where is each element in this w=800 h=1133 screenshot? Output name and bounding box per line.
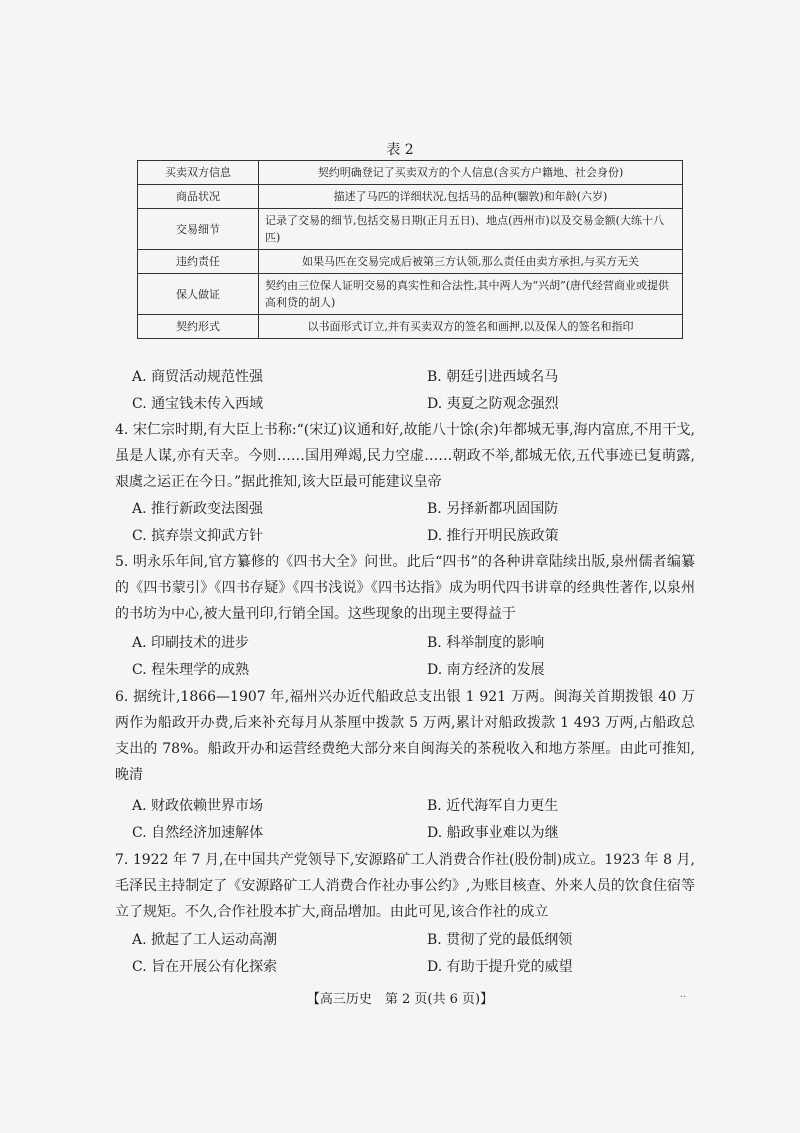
option-d: D. 南方经济的发展 xyxy=(427,662,545,678)
contract-table xyxy=(137,160,683,339)
q3-options-row-2 xyxy=(132,393,692,413)
option-c: C. 旨在开展公有化探索 xyxy=(132,959,278,975)
option-d: D. 夷夏之防观念强烈 xyxy=(427,396,559,412)
option-c: C. 通宝钱未传入西域 xyxy=(132,396,264,412)
table-title: 表 2 xyxy=(386,142,414,158)
page-footer: 【高三历史 第 2 页(共 6 页)】 xyxy=(306,992,494,1007)
q3-options-row-1 xyxy=(132,366,692,386)
row-key: 违约责任 xyxy=(138,250,259,274)
option-b: B. 近代海军自力更生 xyxy=(427,798,559,814)
option-b: B. 朝廷引进西域名马 xyxy=(427,369,559,385)
corner-mark: ·· xyxy=(680,992,687,1003)
option-a: A. 推行新政变法图强 xyxy=(132,501,264,517)
q5-options-row-2 xyxy=(132,659,692,679)
option-c: C. 摈弃崇文抑武方针 xyxy=(132,528,264,544)
option-b: B. 贯彻了党的最低纲领 xyxy=(427,932,573,948)
table-row xyxy=(138,315,683,339)
row-value: 描述了马匹的详细状况,包括马的品种(騮敦)和年龄(六岁) xyxy=(259,185,683,209)
row-key: 买卖双方信息 xyxy=(138,161,259,185)
option-c: C. 自然经济加速解体 xyxy=(132,825,264,841)
table-row xyxy=(138,250,683,274)
row-key: 保人做证 xyxy=(138,274,259,315)
option-d: D. 有助于提升党的威望 xyxy=(427,959,573,975)
q6-options-row-2 xyxy=(132,822,692,842)
row-key: 交易细节 xyxy=(138,209,259,250)
option-d: D. 推行开明民族政策 xyxy=(427,528,559,544)
option-a: A. 商贸活动规范性强 xyxy=(132,369,264,385)
option-d: D. 船政事业难以为继 xyxy=(427,825,559,841)
question-4-stem: 4. 宋仁宗时期,有大臣上书称:“(宋辽)议通和好,故能八十馀(余)年都城无事,海内富庶,不用干戈,虽是人谋,亦有天幸。今则……国用殚竭,民力空虚……朝政不举,都城无依,五代事迹已复萌露,艰虞之运正在今日。”据此推知,该大臣最可能建议皇帝 xyxy=(115,422,695,490)
question-6-stem: 6. 据统计,1866—1907 年,福州兴办近代船政总支出银 1 921 万两。闽海关首期拨银 40 万两作为船政开办费,后来补充每月从茶厘中拨款 5 万两,累计对船政拨款 1 493 万两,占船政总支出的 78%。船政开办和运营经费绝大部分来自闽海关的茶税收入和地方茶厘。由此可推知,晚清 xyxy=(115,689,695,783)
table-row xyxy=(138,209,683,250)
q6-options-row-1 xyxy=(132,795,692,815)
q7-options-row-2 xyxy=(132,956,692,976)
option-c: C. 程朱理学的成熟 xyxy=(132,662,250,678)
q7-options-row-1 xyxy=(132,929,692,949)
row-value: 如果马匹在交易完成后被第三方认领,那么责任由卖方承担,与买方无关 xyxy=(259,250,683,274)
row-value: 契约由三位保人证明交易的真实性和合法性,其中两人为“兴胡”(唐代经营商业或提供高利贷的胡人) xyxy=(259,274,683,315)
question-7-stem: 7. 1922 年 7 月,在中国共产党领导下,安源路矿工人消费合作社(股份制)成立。1923 年 8 月,毛泽民主持制定了《安源路矿工人消费合作社办事公约》,为账目核查、外来人员的饮食住宿等立了规矩。不久,合作社股本扩大,商品增加。由此可见,该合作社的成立 xyxy=(115,852,695,920)
row-value: 以书面形式订立,并有买卖双方的签名和画押,以及保人的签名和指印 xyxy=(259,315,683,339)
option-a: A. 财政依赖世界市场 xyxy=(132,798,264,814)
option-b: B. 另择新都巩固国防 xyxy=(427,501,559,517)
table-row xyxy=(138,274,683,315)
table-row xyxy=(138,185,683,209)
question-5-stem: 5. 明永乐年间,官方纂修的《四书大全》问世。此后“四书”的各种讲章陆续出版,泉州儒者编纂的《四书蒙引》《四书存疑》《四书浅说》《四书达指》成为明代四书讲章的经典性著作,以泉州的书坊为中心,被大量刊印,行销全国。这些现象的出现主要得益于 xyxy=(115,554,695,622)
q5-options-row-1 xyxy=(132,632,692,652)
row-key: 契约形式 xyxy=(138,315,259,339)
option-a: A. 印刷技术的进步 xyxy=(132,635,250,651)
table-row xyxy=(138,161,683,185)
row-value: 记录了交易的细节,包括交易日期(正月五日)、地点(西州市)以及交易金额(大练十八匹) xyxy=(259,209,683,250)
row-key: 商品状况 xyxy=(138,185,259,209)
row-value: 契约明确登记了买卖双方的个人信息(含买方户籍地、社会身份) xyxy=(259,161,683,185)
option-a: A. 掀起了工人运动高潮 xyxy=(132,932,278,948)
q4-options-row-2 xyxy=(132,525,692,545)
option-b: B. 科举制度的影响 xyxy=(427,635,545,651)
q4-options-row-1 xyxy=(132,498,692,518)
